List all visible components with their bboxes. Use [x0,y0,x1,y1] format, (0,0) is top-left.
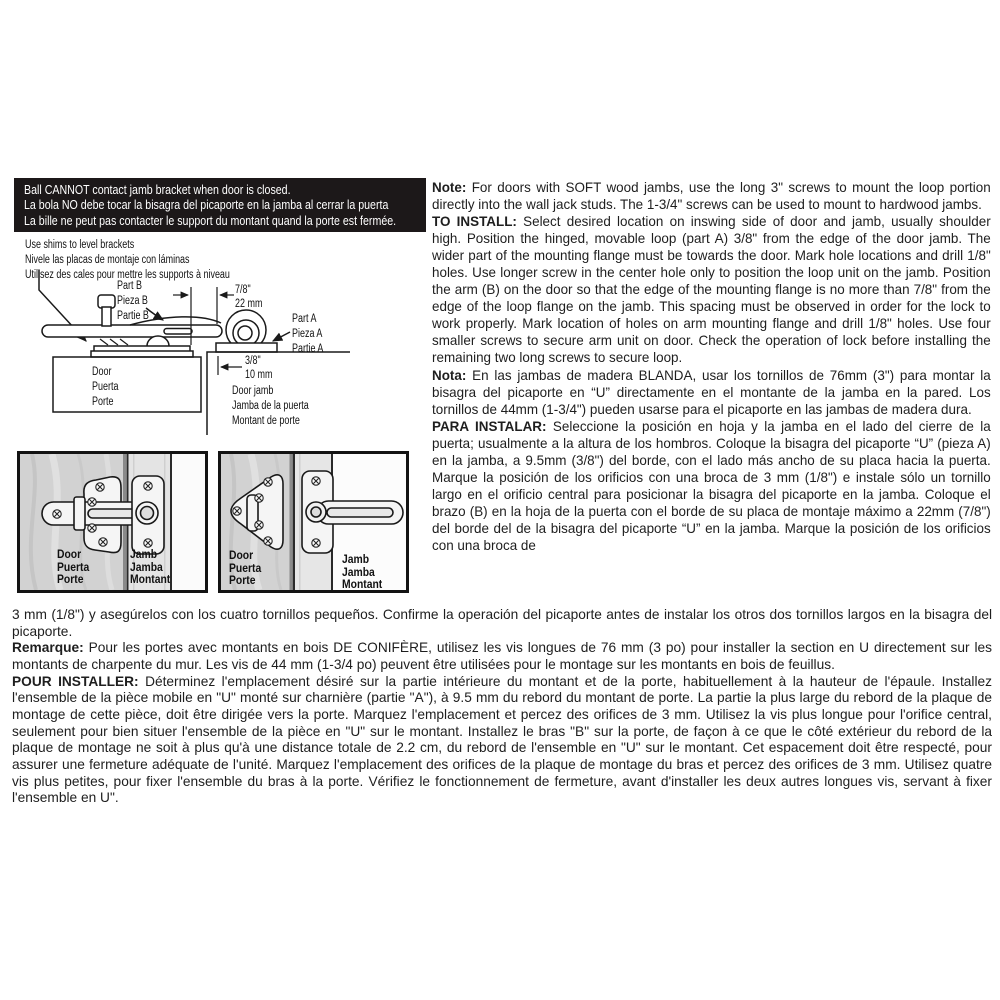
closed-door-en: Door [57,549,82,561]
part-b-es: Pieza B [117,295,148,307]
door-jamb-label [232,384,309,429]
shim-note-fr: Utilisez des cales pour mettre les supports à niveau [25,269,230,281]
warning-line-es: La bola NO debe tocar la bisagra del picaporte en la jamba al cerrar la puerta [24,198,389,213]
door-lock-closed-illustration [17,451,208,593]
install-paragraph-en [432,213,991,366]
dim-3-8-in: 3/8" [245,355,261,367]
open-door-caption [229,550,261,588]
install-label-es: PARA INSTALAR: [432,417,547,434]
door-fr: Porte [92,396,114,408]
dimension-7-8 [235,283,262,311]
part-b-fr: Partie B [117,310,149,322]
part-a-en: Part A [292,313,317,325]
note-label-es: Nota: [432,366,467,383]
note-label-fr: Remarque: [12,639,84,656]
install-label-fr: POUR INSTALLER: [12,672,139,689]
bottom-text-block [12,606,992,806]
install-label-en: TO INSTALL: [432,213,517,230]
open-door-fr: Porte [229,575,256,588]
dim-22-mm: 22 mm [235,298,263,310]
open-door-es: Puerta [229,562,262,575]
install-text-en: Select desired location on inswing side of door and jamb, usually shoulder high. Position the hinged, movable loop (part A) 3/8" from the edge of the door jamb. The wider part of the mounting flange must be towards the door. Mark hole locations and drill 1/8" holes. Use longer screw in the center hole only to position the loop unit on the jamb. Position the arm (B) on the door so that the edge of the mounting flange is no more than 7/8" from the edge of the loop flange on the jamb. This spacing must be observed in order for the lock to work properly. Mark location of holes on arm mounting flange and drill 1/8" holes. Use four smaller screws to secure arm unit on door. Check the operation of lock before installing the remaining two long screws to secure loop. [432,213,991,366]
install-continuation-text-es: 3 mm (1/8") y asegúrelos con los cuatro tornillos pequeños. Confirme la operación del picaporte antes de instalar los otros dos tornillos largos en la bisagra del picaporte. [12,606,992,639]
note-paragraph-fr [12,639,992,672]
warning-line-fr: La bille ne peut pas contacter le support du montant quand la porte est fermée. [24,213,397,228]
closed-jamb-caption [130,549,170,587]
instructions-column [432,179,991,554]
part-a-fr: Partie A [292,343,324,355]
shim-note-en: Use shims to level brackets [25,239,135,251]
shim-note [25,238,230,283]
note-text-es: En las jambas de madera BLANDA, usar los tornillos de 76mm (3") para montar la bisagra del picaporte en “U” directamente en el montante de la jamba en la pared. Los tornillos de 44mm (1-3/4") pueden usarse para el picaporte en las jambas de madera dura. [432,366,991,417]
install-text-es: Seleccione la posición en hoja y la jamba en el lado del cierre de la puerta; usualmente a la altura de los hombros. Coloque la bisagra del picaporte “U” (pieza A) en la jamba, a 9.5mm (3/8") del borde, con el lado más ancho de su placa hacia la puerta. Marque la posición de los orificios con una broca de 3 mm (1/8") e instale sólo un tornillo largo en el orificio central para posicionar la bisagra del picaporte en la jamba. Coloque el brazo (B) en la hoja de la puerta con el borde de su placa de montaje máximo a 22mm (7/8") del borde del de la bisagra del picaporte “U” en la jamba. Marque la posición de los orificios con una broca de [432,417,991,553]
note-label-en: Note: [432,179,467,195]
part-b-label [117,279,149,324]
open-jamb-en: Jamb [342,554,370,566]
part-a-label [292,312,323,357]
closed-door-fr: Porte [57,574,84,587]
open-door-en: Door [229,550,254,562]
shim-note-es: Nivele las placas de montaje con láminas [25,254,190,266]
warning-text [24,183,421,229]
door-jamb-fr: Montant de porte [232,415,300,427]
install-continuation-es [12,606,992,639]
open-jamb-caption [342,554,382,592]
door-jamb-en: Door jamb [232,385,274,397]
closed-jamb-fr: Montant [130,574,171,587]
open-jamb-fr: Montant [342,579,383,592]
closed-door-es: Puerta [57,561,90,574]
warning-line-en: Ball CANNOT contact jamb bracket when door is closed. [24,183,291,197]
door-jamb-es: Jamba de la puerta [232,400,309,412]
install-paragraph-fr [12,673,992,806]
dim-10-mm: 10 mm [245,369,273,381]
closed-jamb-es: Jamba [130,561,163,574]
lock-closed-drawing [20,454,205,590]
door-label [92,365,118,410]
closed-jamb-en: Jamb [130,549,158,561]
warning-box [14,178,426,232]
installation-diagram [14,238,430,448]
install-text-fr: Déterminez l'emplacement désiré sur la partie intérieure du montant et de la porte, habituellement à la hauteur de l'épaule. Installez l'ensemble de la pièce mobile en "U" monté sur charnière (partie "A"), à 9.5 mm du rebord du montant de porte. La partie la plus large du rebord de la plaque de montage de cette pièce, doit être dirigée vers la porte. Marquez l'emplacement et percez des orifices de 3 mm. Utilisez la vis plus longue pour l'orifice central, seulement pour bien situer l'ensemble de la pièce en "U" sur le montant. Installez le bras "B" sur la porte, de façon à ce que le côté extérieur du rebord de la plaque de montage ne soit à plus qu'à une distance totale de 2.2 cm, du rebord de l'ensemble en "U" sur le montant. Cet espacement doit être respecté, pour assurer une fermeture adéquate de l'unité. Marquez l'emplacement des orifices de la plaque de montage du bras et percez des orifices de 3 mm. Utilisez quatre vis plus petites, pour fixer l'ensemble du bras à la porte. Vérifiez le fonctionnement de fermeture, avant d'installer les deux autres longues vis, servant à fixer l'ensemble en U". [12,672,993,806]
closed-door-caption [57,549,89,587]
note-text-en: For doors with SOFT wood jambs, use the long 3" screws to mount the loop portion directly into the wall jack studs. The 1-3/4" screws can be used to mount to hardwood jambs. [432,179,991,213]
door-es: Puerta [92,381,119,393]
door-en: Door [92,366,112,378]
note-paragraph-es [432,367,991,418]
part-a-es: Pieza A [292,328,323,340]
install-paragraph-es [432,418,991,554]
dimension-3-8 [245,354,272,382]
note-paragraph-en [432,179,991,213]
note-text-fr: Pour les portes avec montants en bois DE CONIFÈRE, utilisez les vis longues de 76 mm (3 po) pour installer la section en U directement sur les montants de charpente du mur. Les vis de 44 mm (1-3/4 po) peuvent être utilisées pour le montage sur les montants en bois de feuillus. [12,639,993,672]
dim-7-8-in: 7/8" [235,284,251,296]
door-lock-open-illustration [218,451,409,593]
open-jamb-es: Jamba [342,566,375,579]
part-b-en: Part B [117,280,142,292]
